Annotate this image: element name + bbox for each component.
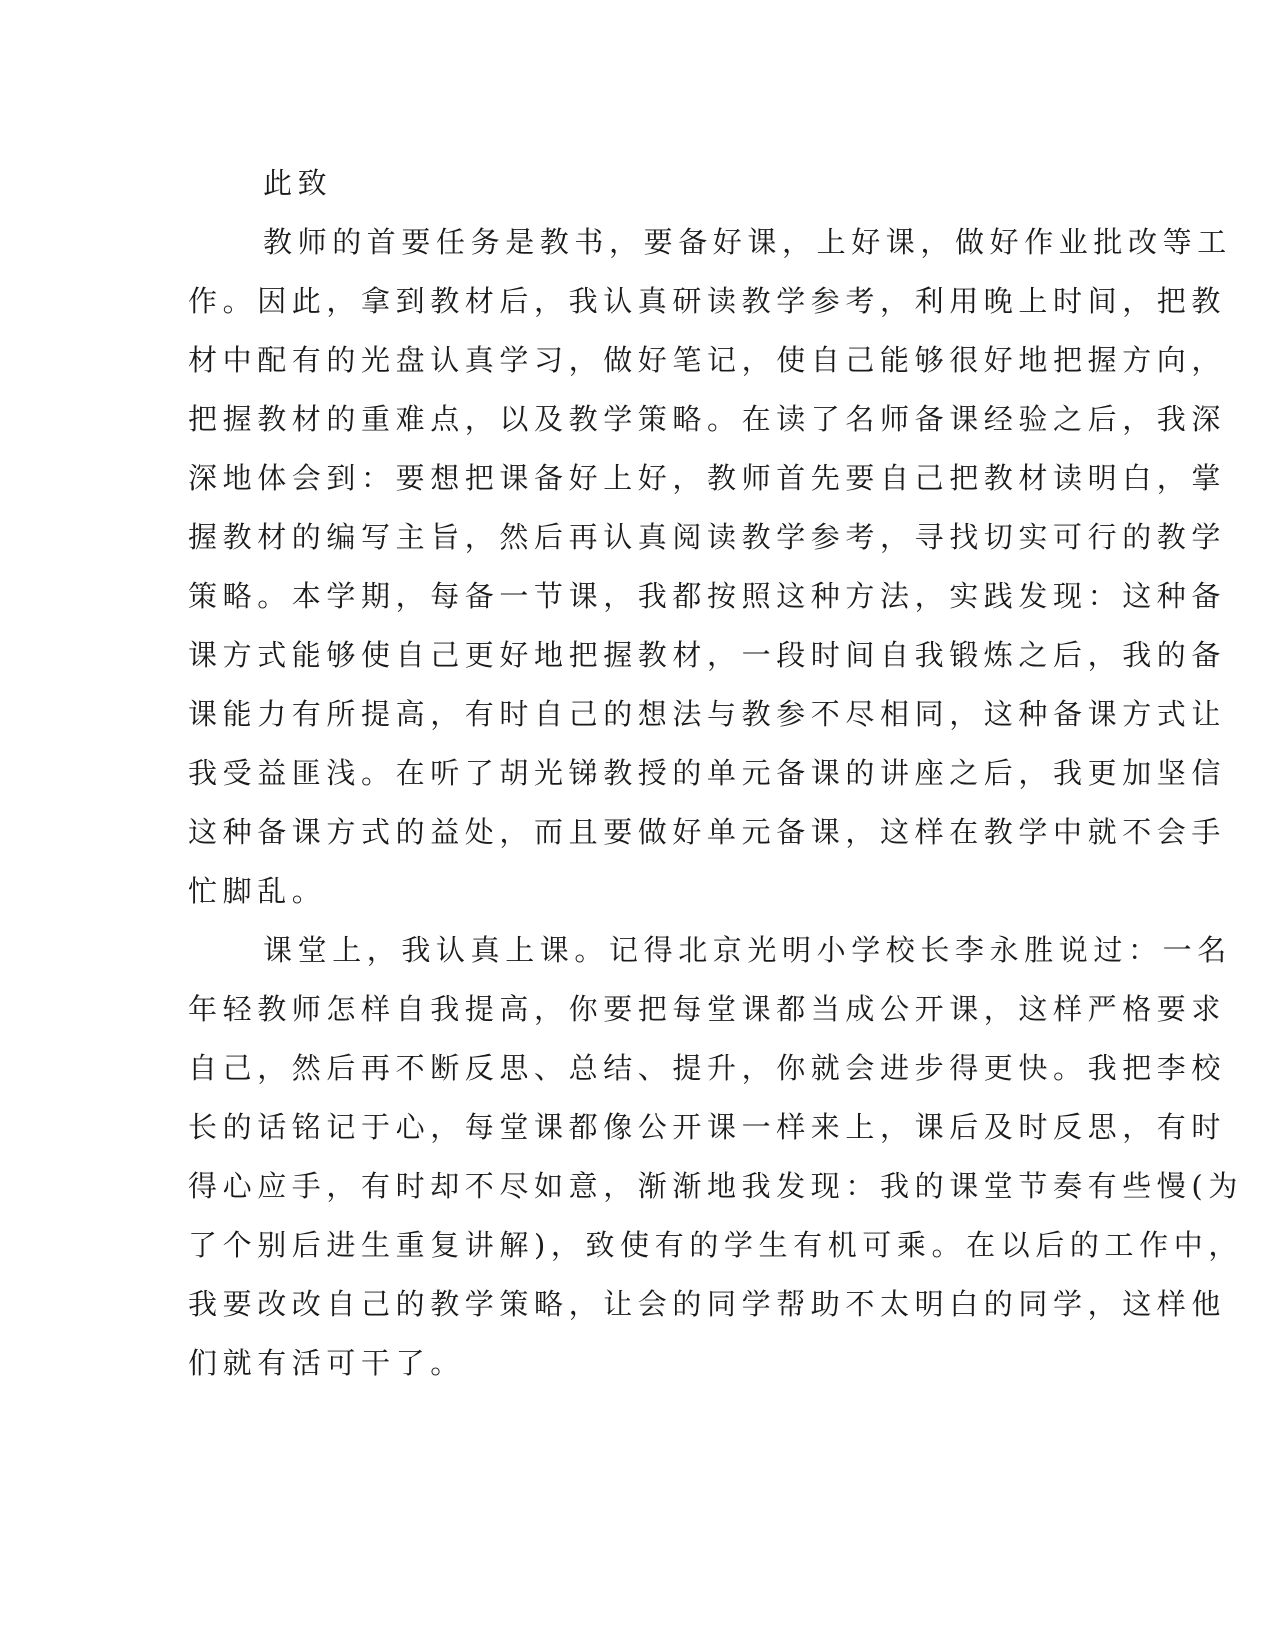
paragraph-2-line: 年轻教师怎样自我提高，你要把每堂课都当成公开课，这样严格要求 (188, 992, 1227, 1026)
paragraph-1-line: 策略。本学期，每备一节课，我都按照这种方法，实践发现：这种备 (188, 579, 1227, 613)
paragraph-1-line: 课方式能够使自己更好地把握教材，一段时间自我锻炼之后，我的备 (188, 638, 1227, 672)
paragraph-2-line: 了个别后进生重复讲解)，致使有的学生有机可乘。在以后的工作中， (188, 1228, 1243, 1262)
paragraph-1-line: 作。因此，拿到教材后，我认真研读教学参考，利用晚上时间，把教 (188, 284, 1227, 318)
paragraph-1-line: 深地体会到：要想把课备好上好，教师首先要自己把教材读明白，掌 (188, 461, 1227, 495)
paragraph-2-line: 课堂上，我认真上课。记得北京光明小学校长李永胜说过：一名 (263, 933, 1232, 967)
paragraph-2-line: 自己，然后再不断反思、总结、提升，你就会进步得更快。我把李校 (188, 1051, 1227, 1085)
paragraph-1-line: 材中配有的光盘认真学习，做好笔记，使自己能够很好地把握方向， (188, 343, 1227, 377)
paragraph-2-line: 我要改改自己的教学策略，让会的同学帮助不太明白的同学，这样他 (188, 1287, 1227, 1321)
paragraph-1-line: 我受益匪浅。在听了胡光锑教授的单元备课的讲座之后，我更加坚信 (188, 756, 1227, 790)
paragraph-1-line: 握教材的编写主旨，然后再认真阅读教学参考，寻找切实可行的教学 (188, 520, 1227, 554)
paragraph-1-line: 把握教材的重难点，以及教学策略。在读了名师备课经验之后，我深 (188, 402, 1227, 436)
paragraph-1-line: 教师的首要任务是教书，要备好课，上好课，做好作业批改等工 (263, 225, 1232, 259)
paragraph-2-line: 长的话铭记于心，每堂课都像公开课一样来上，课后及时反思，有时 (188, 1110, 1227, 1144)
salutation: 此致 (263, 166, 333, 200)
paragraph-2-line: 们就有活可干了。 (188, 1346, 465, 1380)
paragraph-1-line: 忙脚乱。 (188, 874, 327, 908)
paragraph-1-line: 这种备课方式的益处，而且要做好单元备课，这样在教学中就不会手 (188, 815, 1227, 849)
paragraph-2-line: 得心应手，有时却不尽如意，渐渐地我发现：我的课堂节奏有些慢(为 (188, 1169, 1243, 1203)
paragraph-1-line: 课能力有所提高，有时自己的想法与教参不尽相同，这种备课方式让 (188, 697, 1227, 731)
